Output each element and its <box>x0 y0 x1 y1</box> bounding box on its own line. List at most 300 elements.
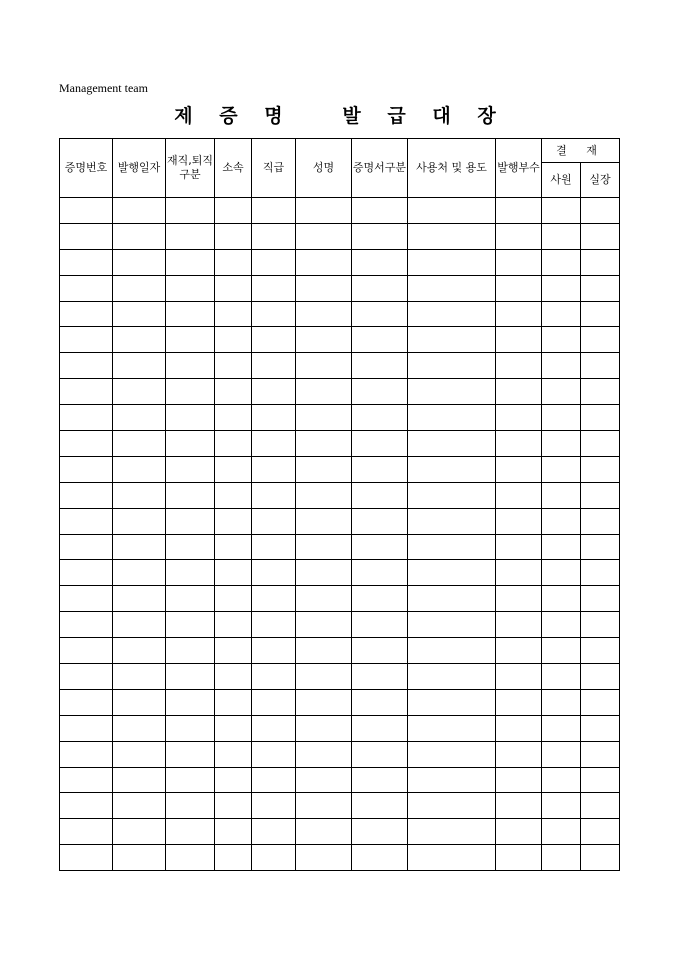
col-header-cert-no: 증명번호 <box>60 139 113 198</box>
col-header-name: 성명 <box>296 139 352 198</box>
cell-issue-date[interactable] <box>113 741 166 767</box>
cell-employment[interactable] <box>166 586 215 612</box>
cell-cert-no[interactable] <box>60 560 113 586</box>
cell-position[interactable] <box>252 560 296 586</box>
cell-dept[interactable] <box>215 534 252 560</box>
table-row <box>60 845 620 871</box>
cell-manager[interactable] <box>581 198 620 224</box>
cell-copies[interactable] <box>496 198 542 224</box>
cell-name[interactable] <box>296 405 352 431</box>
cell-manager[interactable] <box>581 249 620 275</box>
table-row <box>60 715 620 741</box>
cell-issue-date[interactable] <box>113 508 166 534</box>
cell-cert-type[interactable] <box>352 379 408 405</box>
cell-copies[interactable] <box>496 301 542 327</box>
cell-name[interactable] <box>296 482 352 508</box>
cell-issue-date[interactable] <box>113 482 166 508</box>
cell-cert-type[interactable] <box>352 198 408 224</box>
cell-name[interactable] <box>296 819 352 845</box>
cell-usage[interactable] <box>408 456 496 482</box>
cell-employment[interactable] <box>166 456 215 482</box>
cell-employment[interactable] <box>166 275 215 301</box>
cell-name[interactable] <box>296 223 352 249</box>
table-row <box>60 793 620 819</box>
cell-manager[interactable] <box>581 741 620 767</box>
cell-cert-type[interactable] <box>352 689 408 715</box>
cell-staff[interactable] <box>542 793 581 819</box>
table-row <box>60 508 620 534</box>
cell-position[interactable] <box>252 249 296 275</box>
cell-name[interactable] <box>296 431 352 457</box>
cell-cert-no[interactable] <box>60 275 113 301</box>
cell-name[interactable] <box>296 301 352 327</box>
cell-copies[interactable] <box>496 482 542 508</box>
col-header-employment-status <box>166 139 215 198</box>
cell-manager[interactable] <box>581 327 620 353</box>
cell-issue-date[interactable] <box>113 612 166 638</box>
cell-usage[interactable] <box>408 741 496 767</box>
cell-cert-no[interactable] <box>60 741 113 767</box>
cell-cert-type[interactable] <box>352 353 408 379</box>
cell-name[interactable] <box>296 767 352 793</box>
cell-staff[interactable] <box>542 198 581 224</box>
cell-name[interactable] <box>296 534 352 560</box>
cell-employment[interactable] <box>166 508 215 534</box>
cell-employment[interactable] <box>166 379 215 405</box>
cell-cert-type[interactable] <box>352 638 408 664</box>
cell-employment[interactable] <box>166 405 215 431</box>
cell-cert-no[interactable] <box>60 689 113 715</box>
cell-dept[interactable] <box>215 845 252 871</box>
cell-position[interactable] <box>252 845 296 871</box>
cell-name[interactable] <box>296 638 352 664</box>
cell-copies[interactable] <box>496 249 542 275</box>
cell-staff[interactable] <box>542 301 581 327</box>
cell-dept[interactable] <box>215 379 252 405</box>
cell-cert-no[interactable] <box>60 586 113 612</box>
cell-staff[interactable] <box>542 405 581 431</box>
cell-usage[interactable] <box>408 767 496 793</box>
cell-staff[interactable] <box>542 638 581 664</box>
cell-manager[interactable] <box>581 819 620 845</box>
cell-cert-type[interactable] <box>352 456 408 482</box>
cell-copies[interactable] <box>496 223 542 249</box>
cell-cert-no[interactable] <box>60 638 113 664</box>
cell-position[interactable] <box>252 767 296 793</box>
cell-dept[interactable] <box>215 405 252 431</box>
cell-usage[interactable] <box>408 301 496 327</box>
cell-manager[interactable] <box>581 508 620 534</box>
cell-dept[interactable] <box>215 560 252 586</box>
cell-cert-no[interactable] <box>60 793 113 819</box>
cell-issue-date[interactable] <box>113 819 166 845</box>
cell-manager[interactable] <box>581 638 620 664</box>
cell-staff[interactable] <box>542 223 581 249</box>
cell-copies[interactable] <box>496 612 542 638</box>
cell-cert-no[interactable] <box>60 379 113 405</box>
cell-position[interactable] <box>252 612 296 638</box>
cell-dept[interactable] <box>215 275 252 301</box>
cell-cert-no[interactable] <box>60 198 113 224</box>
cell-usage[interactable] <box>408 405 496 431</box>
cell-usage[interactable] <box>408 534 496 560</box>
cell-usage[interactable] <box>408 198 496 224</box>
cell-name[interactable] <box>296 689 352 715</box>
cell-copies[interactable] <box>496 793 542 819</box>
cell-issue-date[interactable] <box>113 715 166 741</box>
cell-employment[interactable] <box>166 327 215 353</box>
cell-dept[interactable] <box>215 456 252 482</box>
table-row <box>60 301 620 327</box>
cell-issue-date[interactable] <box>113 560 166 586</box>
cell-staff[interactable] <box>542 431 581 457</box>
cell-usage[interactable] <box>408 431 496 457</box>
cell-position[interactable] <box>252 482 296 508</box>
cell-issue-date[interactable] <box>113 767 166 793</box>
cell-name[interactable] <box>296 664 352 690</box>
cell-issue-date[interactable] <box>113 793 166 819</box>
cell-dept[interactable] <box>215 819 252 845</box>
cell-manager[interactable] <box>581 379 620 405</box>
cell-copies[interactable] <box>496 741 542 767</box>
cell-manager[interactable] <box>581 560 620 586</box>
cell-employment[interactable] <box>166 612 215 638</box>
cell-employment[interactable] <box>166 845 215 871</box>
cell-dept[interactable] <box>215 249 252 275</box>
cell-name[interactable] <box>296 249 352 275</box>
cell-cert-no[interactable] <box>60 405 113 431</box>
cell-manager[interactable] <box>581 301 620 327</box>
cell-issue-date[interactable] <box>113 638 166 664</box>
cell-manager[interactable] <box>581 456 620 482</box>
cell-usage[interactable] <box>408 508 496 534</box>
cell-cert-no[interactable] <box>60 249 113 275</box>
cell-manager[interactable] <box>581 223 620 249</box>
cell-position[interactable] <box>252 508 296 534</box>
cell-copies[interactable] <box>496 405 542 431</box>
cell-position[interactable] <box>252 741 296 767</box>
cell-dept[interactable] <box>215 327 252 353</box>
cell-dept[interactable] <box>215 715 252 741</box>
cell-cert-no[interactable] <box>60 534 113 560</box>
cell-cert-no[interactable] <box>60 456 113 482</box>
cell-issue-date[interactable] <box>113 586 166 612</box>
cell-dept[interactable] <box>215 767 252 793</box>
cell-issue-date[interactable] <box>113 275 166 301</box>
cell-dept[interactable] <box>215 223 252 249</box>
cell-manager[interactable] <box>581 793 620 819</box>
cell-employment[interactable] <box>166 638 215 664</box>
cell-staff[interactable] <box>542 612 581 638</box>
cell-issue-date[interactable] <box>113 689 166 715</box>
cell-copies[interactable] <box>496 560 542 586</box>
cell-staff[interactable] <box>542 586 581 612</box>
cell-copies[interactable] <box>496 767 542 793</box>
cell-copies[interactable] <box>496 456 542 482</box>
cell-cert-type[interactable] <box>352 534 408 560</box>
cell-manager[interactable] <box>581 353 620 379</box>
cell-cert-type[interactable] <box>352 482 408 508</box>
cell-staff[interactable] <box>542 689 581 715</box>
cell-usage[interactable] <box>408 379 496 405</box>
cell-usage[interactable] <box>408 845 496 871</box>
cell-cert-type[interactable] <box>352 586 408 612</box>
cell-employment[interactable] <box>166 819 215 845</box>
cell-dept[interactable] <box>215 612 252 638</box>
cell-manager[interactable] <box>581 689 620 715</box>
cell-position[interactable] <box>252 793 296 819</box>
cell-copies[interactable] <box>496 379 542 405</box>
cell-cert-no[interactable] <box>60 223 113 249</box>
cell-employment[interactable] <box>166 301 215 327</box>
cell-employment[interactable] <box>166 664 215 690</box>
cell-copies[interactable] <box>496 845 542 871</box>
cell-name[interactable] <box>296 353 352 379</box>
cell-dept[interactable] <box>215 793 252 819</box>
cell-staff[interactable] <box>542 664 581 690</box>
cell-copies[interactable] <box>496 275 542 301</box>
cell-position[interactable] <box>252 353 296 379</box>
cell-cert-no[interactable] <box>60 508 113 534</box>
cell-name[interactable] <box>296 275 352 301</box>
cell-position[interactable] <box>252 689 296 715</box>
cell-manager[interactable] <box>581 405 620 431</box>
cell-cert-type[interactable] <box>352 664 408 690</box>
cell-employment[interactable] <box>166 353 215 379</box>
cell-position[interactable] <box>252 638 296 664</box>
cell-name[interactable] <box>296 198 352 224</box>
cell-manager[interactable] <box>581 586 620 612</box>
cell-cert-type[interactable] <box>352 301 408 327</box>
cell-manager[interactable] <box>581 845 620 871</box>
cell-name[interactable] <box>296 586 352 612</box>
cell-manager[interactable] <box>581 664 620 690</box>
cell-manager[interactable] <box>581 715 620 741</box>
cell-position[interactable] <box>252 819 296 845</box>
cell-usage[interactable] <box>408 249 496 275</box>
cell-cert-type[interactable] <box>352 223 408 249</box>
cell-cert-type[interactable] <box>352 405 408 431</box>
cell-employment[interactable] <box>166 431 215 457</box>
cell-name[interactable] <box>296 793 352 819</box>
cell-employment[interactable] <box>166 689 215 715</box>
cell-manager[interactable] <box>581 275 620 301</box>
cell-name[interactable] <box>296 379 352 405</box>
cell-employment[interactable] <box>166 741 215 767</box>
cell-copies[interactable] <box>496 353 542 379</box>
cell-staff[interactable] <box>542 249 581 275</box>
cell-copies[interactable] <box>496 638 542 664</box>
cell-issue-date[interactable] <box>113 301 166 327</box>
cell-staff[interactable] <box>542 275 581 301</box>
cell-manager[interactable] <box>581 767 620 793</box>
cell-position[interactable] <box>252 456 296 482</box>
cell-employment[interactable] <box>166 482 215 508</box>
cell-cert-type[interactable] <box>352 612 408 638</box>
cell-manager[interactable] <box>581 534 620 560</box>
cell-cert-type[interactable] <box>352 715 408 741</box>
cell-cert-type[interactable] <box>352 508 408 534</box>
cell-cert-type[interactable] <box>352 431 408 457</box>
cell-usage[interactable] <box>408 638 496 664</box>
cell-copies[interactable] <box>496 819 542 845</box>
cell-cert-type[interactable] <box>352 767 408 793</box>
cell-name[interactable] <box>296 845 352 871</box>
cell-manager[interactable] <box>581 431 620 457</box>
cell-issue-date[interactable] <box>113 379 166 405</box>
cell-cert-no[interactable] <box>60 431 113 457</box>
cell-dept[interactable] <box>215 482 252 508</box>
cell-issue-date[interactable] <box>113 845 166 871</box>
cell-position[interactable] <box>252 586 296 612</box>
cell-usage[interactable] <box>408 715 496 741</box>
table-row <box>60 638 620 664</box>
cell-usage[interactable] <box>408 664 496 690</box>
cell-name[interactable] <box>296 741 352 767</box>
cell-usage[interactable] <box>408 612 496 638</box>
cell-issue-date[interactable] <box>113 223 166 249</box>
cell-dept[interactable] <box>215 638 252 664</box>
cell-employment[interactable] <box>166 715 215 741</box>
cell-dept[interactable] <box>215 664 252 690</box>
cell-dept[interactable] <box>215 431 252 457</box>
cell-cert-type[interactable] <box>352 793 408 819</box>
cell-dept[interactable] <box>215 689 252 715</box>
cell-cert-type[interactable] <box>352 560 408 586</box>
cell-employment[interactable] <box>166 560 215 586</box>
cell-cert-no[interactable] <box>60 715 113 741</box>
cell-usage[interactable] <box>408 275 496 301</box>
cell-staff[interactable] <box>542 819 581 845</box>
cell-usage[interactable] <box>408 689 496 715</box>
cell-cert-no[interactable] <box>60 767 113 793</box>
cell-copies[interactable] <box>496 327 542 353</box>
cell-copies[interactable] <box>496 508 542 534</box>
cell-usage[interactable] <box>408 560 496 586</box>
cell-employment[interactable] <box>166 767 215 793</box>
cell-cert-type[interactable] <box>352 741 408 767</box>
cell-cert-no[interactable] <box>60 845 113 871</box>
cell-cert-no[interactable] <box>60 482 113 508</box>
cell-staff[interactable] <box>542 353 581 379</box>
cell-staff[interactable] <box>542 534 581 560</box>
cell-position[interactable] <box>252 327 296 353</box>
table-row <box>60 249 620 275</box>
cell-name[interactable] <box>296 612 352 638</box>
cell-usage[interactable] <box>408 482 496 508</box>
col-header-approval-manager: 실장 <box>581 163 620 198</box>
cell-staff[interactable] <box>542 508 581 534</box>
cell-dept[interactable] <box>215 198 252 224</box>
cell-staff[interactable] <box>542 456 581 482</box>
cell-issue-date[interactable] <box>113 431 166 457</box>
cell-copies[interactable] <box>496 715 542 741</box>
cell-dept[interactable] <box>215 353 252 379</box>
cell-cert-no[interactable] <box>60 612 113 638</box>
cell-issue-date[interactable] <box>113 664 166 690</box>
cell-employment[interactable] <box>166 198 215 224</box>
cell-staff[interactable] <box>542 845 581 871</box>
col-header-copies: 발행부수 <box>496 139 542 198</box>
cell-staff[interactable] <box>542 327 581 353</box>
cell-issue-date[interactable] <box>113 534 166 560</box>
cell-position[interactable] <box>252 405 296 431</box>
cell-usage[interactable] <box>408 586 496 612</box>
cell-cert-no[interactable] <box>60 301 113 327</box>
cell-name[interactable] <box>296 456 352 482</box>
cell-name[interactable] <box>296 508 352 534</box>
cell-position[interactable] <box>252 198 296 224</box>
cell-staff[interactable] <box>542 560 581 586</box>
cell-position[interactable] <box>252 715 296 741</box>
cell-issue-date[interactable] <box>113 198 166 224</box>
cell-position[interactable] <box>252 664 296 690</box>
cell-position[interactable] <box>252 431 296 457</box>
cell-position[interactable] <box>252 379 296 405</box>
cell-staff[interactable] <box>542 715 581 741</box>
cell-cert-type[interactable] <box>352 327 408 353</box>
cell-issue-date[interactable] <box>113 405 166 431</box>
cell-dept[interactable] <box>215 301 252 327</box>
cell-cert-type[interactable] <box>352 249 408 275</box>
cell-copies[interactable] <box>496 534 542 560</box>
cell-name[interactable] <box>296 327 352 353</box>
cell-copies[interactable] <box>496 689 542 715</box>
cell-employment[interactable] <box>166 223 215 249</box>
cell-staff[interactable] <box>542 767 581 793</box>
cell-dept[interactable] <box>215 586 252 612</box>
cell-staff[interactable] <box>542 379 581 405</box>
cell-name[interactable] <box>296 560 352 586</box>
cell-cert-no[interactable] <box>60 327 113 353</box>
cell-position[interactable] <box>252 534 296 560</box>
cell-cert-no[interactable] <box>60 353 113 379</box>
cell-cert-no[interactable] <box>60 819 113 845</box>
cell-copies[interactable] <box>496 664 542 690</box>
cell-name[interactable] <box>296 715 352 741</box>
cell-cert-no[interactable] <box>60 664 113 690</box>
cell-issue-date[interactable] <box>113 353 166 379</box>
cell-position[interactable] <box>252 301 296 327</box>
cell-copies[interactable] <box>496 586 542 612</box>
cell-employment[interactable] <box>166 793 215 819</box>
cell-employment[interactable] <box>166 249 215 275</box>
cell-dept[interactable] <box>215 741 252 767</box>
cell-usage[interactable] <box>408 819 496 845</box>
cell-employment[interactable] <box>166 534 215 560</box>
cell-cert-type[interactable] <box>352 819 408 845</box>
cell-usage[interactable] <box>408 353 496 379</box>
cell-manager[interactable] <box>581 612 620 638</box>
cell-staff[interactable] <box>542 741 581 767</box>
cell-usage[interactable] <box>408 793 496 819</box>
cell-issue-date[interactable] <box>113 327 166 353</box>
col-header-usage: 사용처 및 용도 <box>408 139 496 198</box>
cell-usage[interactable] <box>408 223 496 249</box>
cell-issue-date[interactable] <box>113 249 166 275</box>
cell-position[interactable] <box>252 223 296 249</box>
cell-staff[interactable] <box>542 482 581 508</box>
cell-dept[interactable] <box>215 508 252 534</box>
table-row <box>60 482 620 508</box>
cell-issue-date[interactable] <box>113 456 166 482</box>
cell-copies[interactable] <box>496 431 542 457</box>
cell-position[interactable] <box>252 275 296 301</box>
cell-usage[interactable] <box>408 327 496 353</box>
cell-cert-type[interactable] <box>352 275 408 301</box>
cell-manager[interactable] <box>581 482 620 508</box>
cell-cert-type[interactable] <box>352 845 408 871</box>
